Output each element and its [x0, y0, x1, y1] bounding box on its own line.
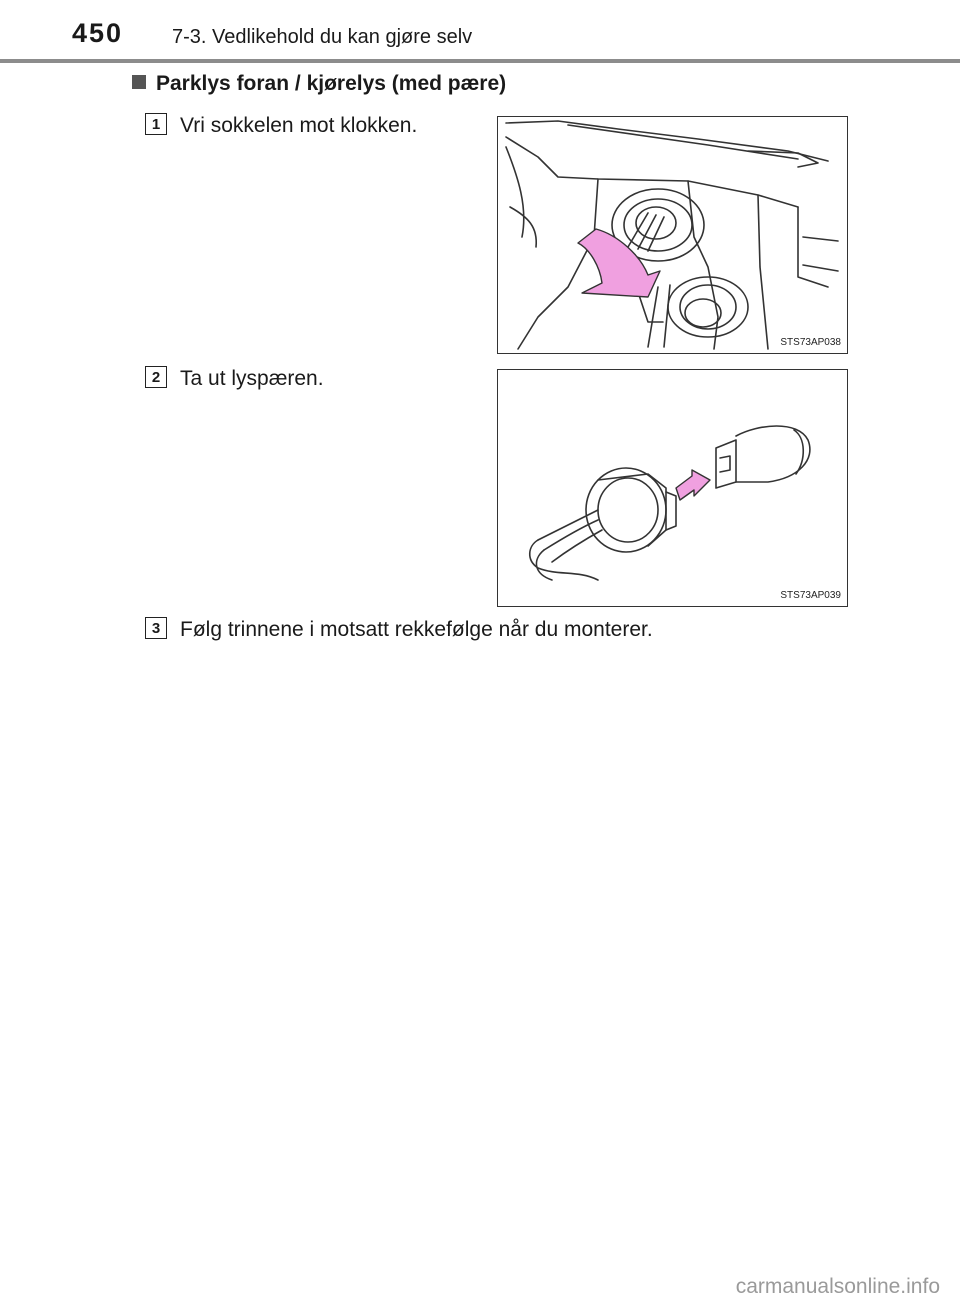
step-number-2: 2	[145, 366, 167, 388]
step-number-1: 1	[145, 113, 167, 135]
subheading-text: Parklys foran / kjørelys (med pære)	[156, 72, 507, 95]
page-number: 450	[72, 18, 124, 48]
header-rule	[0, 59, 960, 63]
page-header	[0, 0, 960, 62]
step-text-3: Følg trinnene i motsatt rekkefølge når du monterer.	[180, 618, 653, 641]
figure-bulb-removal	[497, 369, 848, 607]
figure-label-1: STS73AP038	[780, 337, 841, 348]
socket-twist-illustration	[498, 117, 846, 352]
bulb-removal-illustration	[498, 370, 846, 605]
rotation-arrow-icon	[578, 229, 660, 297]
insertion-arrow-icon	[676, 470, 710, 500]
figure-label-2: STS73AP039	[780, 590, 841, 601]
section-title: 7-3. Vedlikehold du kan gjøre selv	[172, 26, 473, 48]
figure-bulb-socket-twist	[497, 116, 848, 354]
subheading	[132, 72, 506, 96]
square-bullet-icon	[132, 75, 146, 89]
watermark: carmanualsonline.info	[735, 1275, 940, 1298]
step-text-2: Ta ut lyspæren.	[180, 367, 324, 390]
step-text-1: Vri sokkelen mot klokken.	[180, 114, 418, 137]
step-number-3: 3	[145, 617, 167, 639]
